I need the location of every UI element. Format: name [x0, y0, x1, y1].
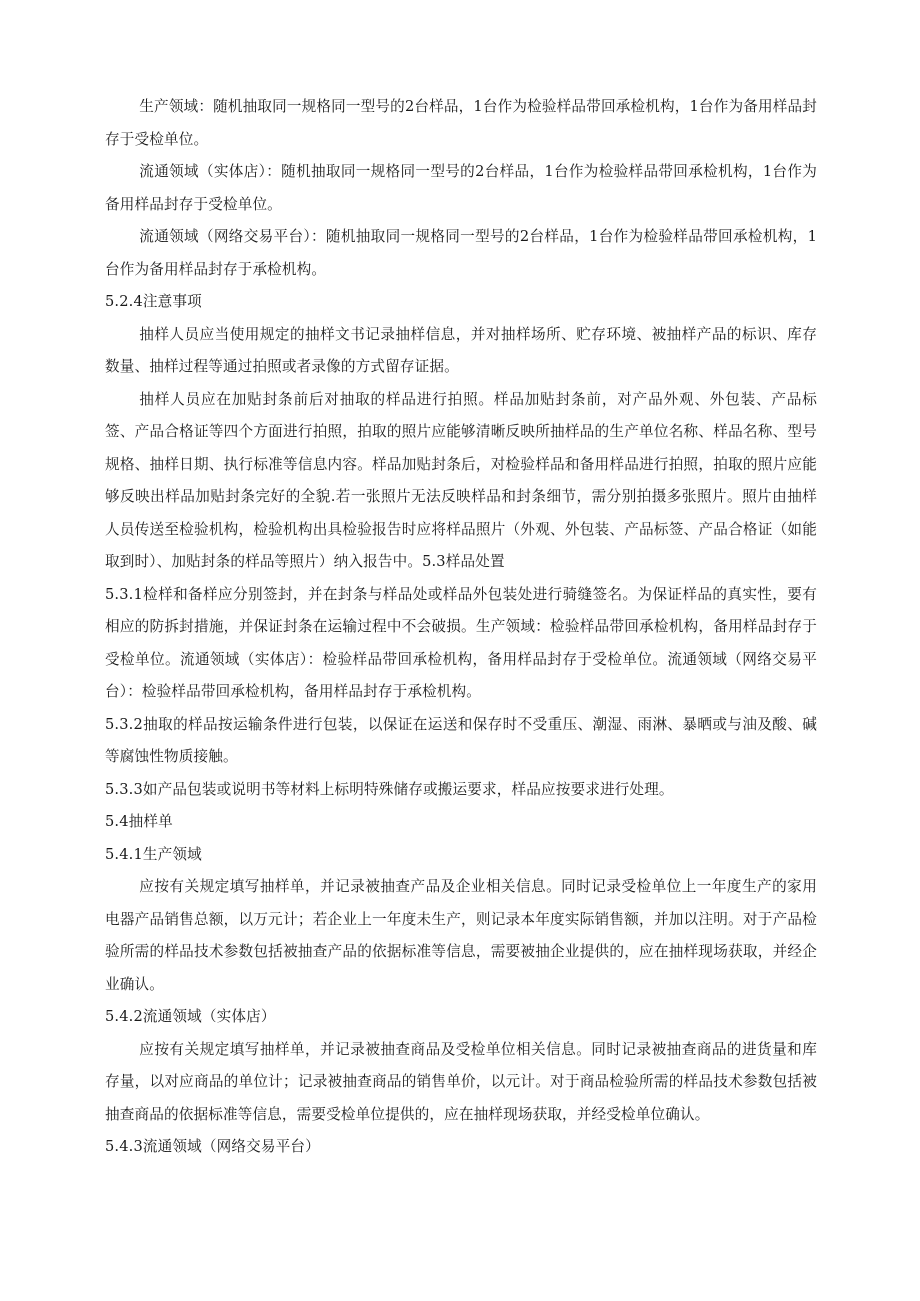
paragraph-5-3-1-sealing: 5.3.1检样和备样应分别签封，并在封条与样品处或样品外包装处进行骑缝签名。为保证样品的真实性，要有相应的防拆封措施，并保证封条在运输过程中不会破损。生产领域：检验样品带回承检机构，备用样品封存于受检单位。流通领域（实体店）：检验样品带回承检机构，备用样品封存于受检单位。流通领域（网络交易平台）：检验样品带回承检机构，备用样品封存于承检机构。 [105, 585, 817, 700]
paragraph-retail-store-sampling: 流通领域（实体店）：随机抽取同一规格同一型号的2台样品，1台作为检验样品带回承检机构，1台作为备用样品封存于受检单位。 [105, 163, 817, 213]
section-heading-5-4-1: 5.4.1生产领域 [105, 845, 202, 863]
paragraph-5-3-2-packaging: 5.3.2抽取的样品按运输条件进行包装，以保证在运送和保存时不受重压、潮湿、雨淋、暴晒或与油及酸、碱等腐蚀性物质接触。 [105, 715, 817, 765]
section-heading-5-2-4: 5.2.4注意事项 [105, 293, 202, 310]
paragraph-retail-sampling-form: 应按有关规定填写抽样单，并记录被抽查商品及受检单位相关信息。同时记录被抽查商品的进货量和库存量，以对应商品的单位计；记录被抽查商品的销售单价，以元计。对于商品检验所需的样品技术参数包括被抽查商品的依据标准等信息，需要受检单位提供的，应在抽样现场获取，并经受检单位确认。 [105, 1040, 817, 1123]
document-body [105, 91, 817, 1164]
paragraph-5-3-3-special-storage: 5.3.3如产品包装或说明书等材料上标明特殊储存或搬运要求，样品应按要求进行处理。 [105, 780, 674, 798]
section-heading-5-4-2: 5.4.2流通领域（实体店） [105, 1008, 276, 1025]
paragraph-sample-photography: 抽样人员应在加贴封条前后对抽取的样品进行拍照。样品加贴封条前，对产品外观、外包装、产品标签、产品合格证等四个方面进行拍照，拍取的照片应能够清晰反映所抽样品的生产单位名称、样品名称、型号规格、抽样日期、执行标准等信息内容。样品加贴封条后，对检验样品和备用样品进行拍照，拍取的照片应能够反映出样品加贴封条完好的全貌.若一张照片无法反映样品和封条细节，需分别拍摄多张照片。照片由抽样人员传送至检验机构，检验机构出具检验报告时应将样品照片（外观、外包装、产品标签、产品合格证（如能取到时）、加贴封条的样品等照片）纳入报告中。5.3样品处置 [105, 390, 817, 570]
paragraph-sampling-records: 抽样人员应当使用规定的抽样文书记录抽样信息，并对抽样场所、贮存环境、被抽样产品的标识、库存数量、抽样过程等通过拍照或者录像的方式留存证据。 [105, 325, 817, 375]
paragraph-production-sampling-form: 应按有关规定填写抽样单，并记录被抽查产品及企业相关信息。同时记录受检单位上一年度生产的家用电器产品销售总额，以万元计；若企业上一年度未生产，则记录本年度实际销售额，并加以注明。对于产品检验所需的样品技术参数包括被抽查产品的依据标准等信息，需要被抽企业提供的，应在抽样现场获取，并经企业确认。 [105, 878, 817, 993]
section-heading-5-4: 5.4抽样单 [105, 813, 173, 830]
paragraph-online-platform-sampling: 流通领域（网络交易平台）：随机抽取同一规格同一型号的2台样品，1台作为检验样品带回承检机构，1台作为备用样品封存于承检机构。 [105, 228, 817, 278]
section-heading-5-4-3: 5.4.3流通领域（网络交易平台） [105, 1138, 320, 1155]
paragraph-production-sampling: 生产领域：随机抽取同一规格同一型号的2台样品，1台作为检验样品带回承检机构，1台作为备用样品封存于受检单位。 [105, 98, 817, 148]
